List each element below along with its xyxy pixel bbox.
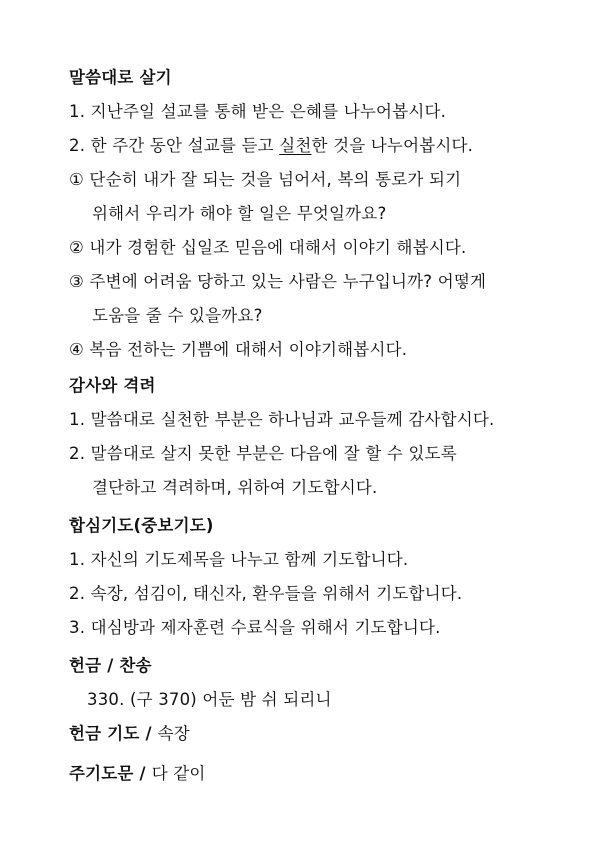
lords-prayer-participants: 다 같이 bbox=[151, 764, 206, 783]
section-title-offering-hymn bbox=[69, 656, 152, 676]
list-item-text: 2. 한 주간 동안 설교를 듣고 bbox=[69, 136, 280, 155]
separator: / bbox=[133, 764, 152, 783]
section-title-thanks-encouragement: 감사와 격려 bbox=[69, 376, 156, 395]
offering-label: 헌금 bbox=[69, 656, 102, 675]
sub-item: ④ 복음 전하는 기쁨에 대해서 이야기해봅시다. bbox=[69, 340, 408, 359]
section-title-living-by-word: 말씀대로 살기 bbox=[69, 68, 172, 87]
section-title-offering-prayer bbox=[69, 724, 190, 744]
list-item: 1. 지난주일 설교를 통해 받은 은혜를 나누어봅시다. bbox=[69, 102, 447, 121]
list-item bbox=[69, 136, 473, 156]
sub-item: ② 내가 경험한 십일조 믿음에 대해서 이야기 해봅시다. bbox=[69, 238, 467, 257]
hymn-info: 330. (구 370) 어둔 밤 쉬 되리니 bbox=[87, 690, 332, 709]
section-title-joint-prayer: 합심기도(중보기도) bbox=[69, 516, 214, 535]
lords-prayer-label: 주기도문 bbox=[69, 764, 134, 783]
list-item: 1. 자신의 기도제목을 나누고 함께 기도합니다. bbox=[69, 550, 409, 569]
sub-item: ③ 주변에 어려움 당하고 있는 사람은 누구입니까? 어떻게 bbox=[69, 272, 487, 291]
sub-item: ① 단순히 내가 잘 되는 것을 넘어서, 복의 통로가 되기 bbox=[69, 170, 462, 189]
separator: / bbox=[139, 724, 158, 743]
separator: / bbox=[101, 656, 120, 675]
sub-item-continuation: 도움을 줄 수 있을까요? bbox=[92, 306, 263, 325]
offering-prayer-leader: 속장 bbox=[157, 724, 190, 743]
list-item: 3. 대심방과 제자훈련 수료식을 위해서 기도합니다. bbox=[69, 618, 441, 637]
section-title-lords-prayer bbox=[69, 764, 206, 784]
list-item: 2. 말씀대로 살지 못한 부분은 다음에 잘 할 수 있도록 bbox=[69, 444, 457, 463]
list-item-continuation: 결단하고 격려하며, 위하여 기도합시다. bbox=[92, 478, 378, 497]
list-item: 2. 속장, 섬김이, 태신자, 환우들을 위해서 기도합니다. bbox=[69, 584, 463, 603]
list-item-text: 한 것을 나누어봅시다. bbox=[311, 136, 474, 155]
sub-item-continuation: 위해서 우리가 해야 할 일은 무엇일까요? bbox=[92, 204, 387, 223]
list-item: 1. 말씀대로 실천한 부분은 하나님과 교우들께 감사합시다. bbox=[69, 410, 495, 429]
underlined-word: 실천 bbox=[279, 136, 312, 155]
offering-prayer-label: 헌금 기도 bbox=[69, 724, 140, 743]
hymn-label: 찬송 bbox=[119, 656, 152, 675]
